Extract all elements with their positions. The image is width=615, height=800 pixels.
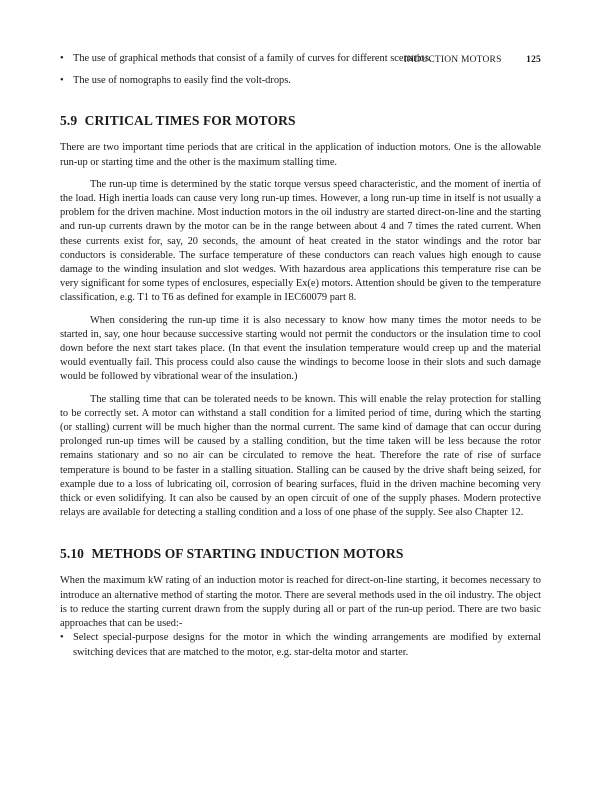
paragraph: The stalling time that can be tolerated needs to be known. This will enable the relay protection for stalling to be correctly set. A motor can withstand a stall condition for a limited period of time, during which the starting (or stalling) current will be much higher than the normal current. The same kind of damage that can occur during prolonged run-up times will be caused by a stalling condition, but the time taken will be less because the rotor remains stationary and so no air can be circulated to remove the heat. Therefore the rate of rise of surface temperature is bound to be faster in a stalling situation. Stalling can be caused by the drive shaft being seized, for example due to a loss of lubricating oil, corrosion of bearing surfaces, fluid in the driven machine becoming very thick or even solidifying. It can also be caused by an open circuit of one of the supply phases. Modern protective relays are available for detecting a stalling condition and a loss of one phase of the supply. See also Chapter 12. <box>60 393 541 519</box>
section-title: METHODS OF STARTING INDUCTION MOTORS <box>91 546 404 562</box>
section-heading-5-10 <box>60 546 541 562</box>
section-heading-5-9 <box>60 113 541 129</box>
list-item: • Select special-purpose designs for the motor in which the winding arrangements are modified by external switching devices that are matched to the motor, e.g. star-delta motor and starter. <box>60 631 541 659</box>
paragraph: There are two important time periods that are critical in the application of induction motors. One is the allowable run-up or starting time and the other is the maximum stalling time. <box>60 142 541 168</box>
paragraph: The run-up time is determined by the static torque versus speed characteristic, and the moment of inertia of the load. High inertia loads can cause very long run-up times. However, a long run-up time in itself is not usually a problem for the driven machine. Most induction motors in the oil industry are started direct-on-line and the starting and run-up currents drawn by the motor can be in the range between about 4 and 7 times the rated current. When these currents exist for, say, 20 seconds, the amount of heat created in the stator windings and the rotor bar conductors is considerable. The surface temperature of these conductors can reach values high enough to cause damage to the winding insulation and slot wedges. With hazardous area applications this temperature rise can be very significant for some types of enclosures, especially Ex(e) motors. Attention should be given to the temperature classification, e.g. T1 to T6 as defined for example in IEC60079 part 8. <box>60 178 541 304</box>
paragraph: When the maximum kW rating of an induction motor is reached for direct-on-line starting, it becomes necessary to introduce an alternative method of starting the motor. There are several methods used in the oil industry. The object is to reduce the starting current drawn from the supply during all or part of the run-up period. There are two basic approaches that can be used:- <box>60 575 541 630</box>
page-number: 125 <box>526 55 541 65</box>
list-item: • The use of graphical methods that consist of a family of curves for different scenarios. <box>60 52 541 66</box>
list-item: • The use of nomographs to easily find the volt-drops. <box>60 74 541 88</box>
section-number: 5.10 <box>60 546 85 562</box>
page-body <box>60 52 541 660</box>
intro-bullet-list <box>60 52 541 88</box>
running-head-title: INDUCTION MOTORS <box>403 55 502 65</box>
paragraph: When considering the run-up time it is also necessary to know how many times the motor needs to be started in, say, one hour because successive starting would not permit the conductors or the insulation time to cool down before the next start takes place. (In that event the insulation temperature would creep up and the material would eventually fail. This process could also cause the windings to become loose in their slots and such damage would be followed by vibrational wear of the insulation.) <box>60 314 541 383</box>
section-title: CRITICAL TIMES FOR MOTORS <box>84 113 296 129</box>
section-number: 5.9 <box>60 113 78 129</box>
methods-bullet-list <box>60 631 541 659</box>
